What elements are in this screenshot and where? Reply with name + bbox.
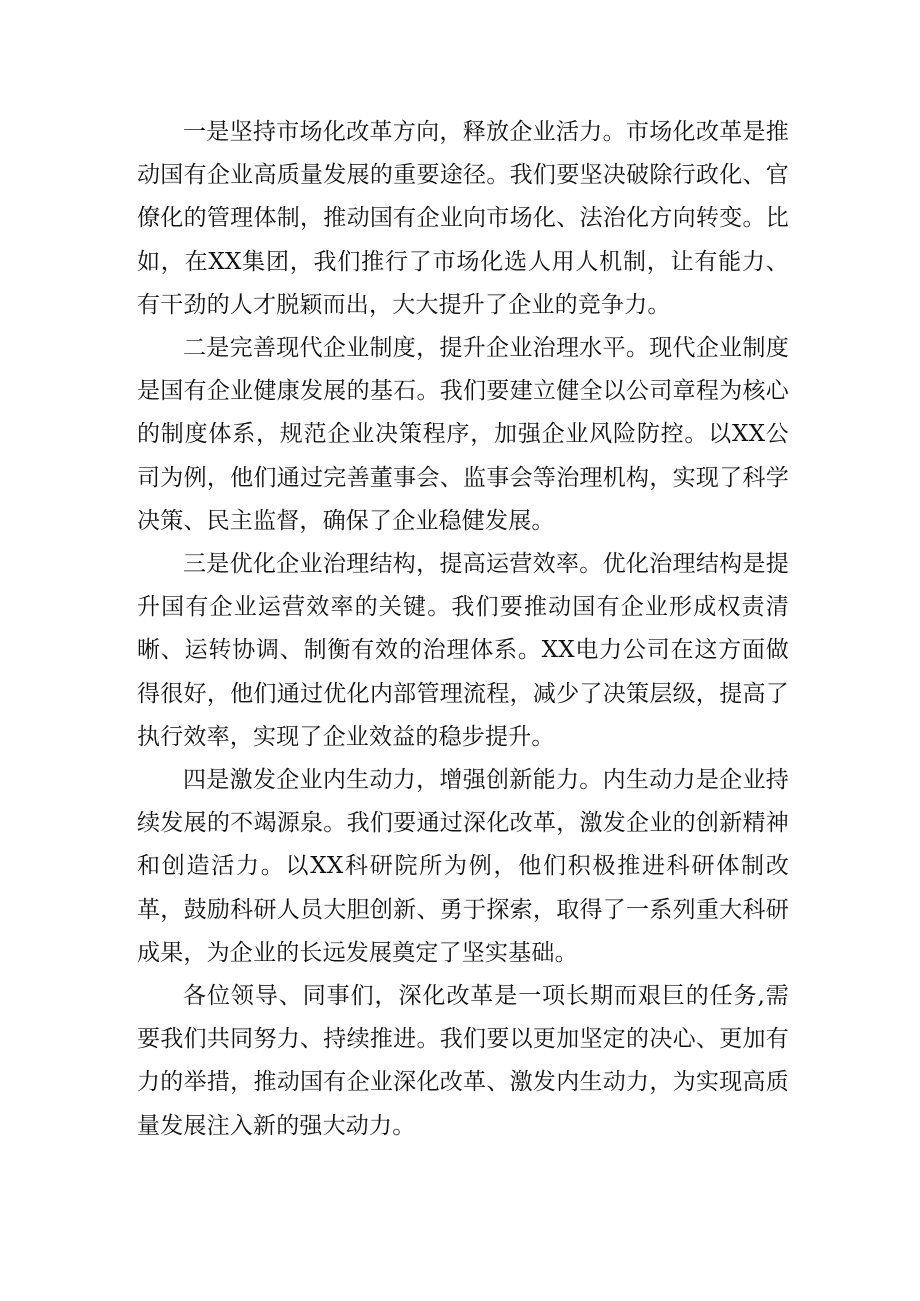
paragraph-governance-structure: 三是优化企业治理结构，提高运营效率。优化治理结构是提升国有企业运营效率的关键。我们要推动国有企业形成权责清晰、运转协调、制衡有效的治理体系。XX电力公司在这方面做得很好，他们通过优化内部管理流程，减少了决策层级，提高了执行效率，实现了企业效益的稳步提升。 — [137, 551, 789, 750]
document-body — [137, 111, 789, 1148]
paragraph-closing-remarks: 各位领导、同事们，深化改革是一项长期而艰巨的任务,需要我们共同努力、持续推进。我们要以更加坚定的决心、更加有力的举措，推动国有企业深化改革、激发内生动力，为实现高质量发展注入新的强大动力。 — [137, 983, 789, 1139]
paragraph-market-reform: 一是坚持市场化改革方向，释放企业活力。市场化改革是推动国有企业高质量发展的重要途径。我们要坚决破除行政化、官僚化的管理体制，推动国有企业向市场化、法治化方向转变。比如，在XX集团，我们推行了市场化选人用人机制，让有能力、有干劲的人才脱颖而出，大大提升了企业的竞争力。 — [137, 119, 789, 318]
paragraph-innovation-drive: 四是激发企业内生动力，增强创新能力。内生动力是企业持续发展的不竭源泉。我们要通过深化改革，激发企业的创新精神和创造活力。以XX科研院所为例，他们积极推进科研体制改革，鼓励科研人员大胆创新、勇于探索，取得了一系列重大科研成果，为企业的长远发展奠定了坚实基础。 — [137, 767, 789, 966]
paragraph-modern-enterprise-system: 二是完善现代企业制度，提升企业治理水平。现代企业制度是国有企业健康发展的基石。我们要建立健全以公司章程为核心的制度体系，规范企业决策程序，加强企业风险防控。以XX公司为例，他们通过完善董事会、监事会等治理机构，实现了科学决策、民主监督，确保了企业稳健发展。 — [137, 335, 789, 534]
